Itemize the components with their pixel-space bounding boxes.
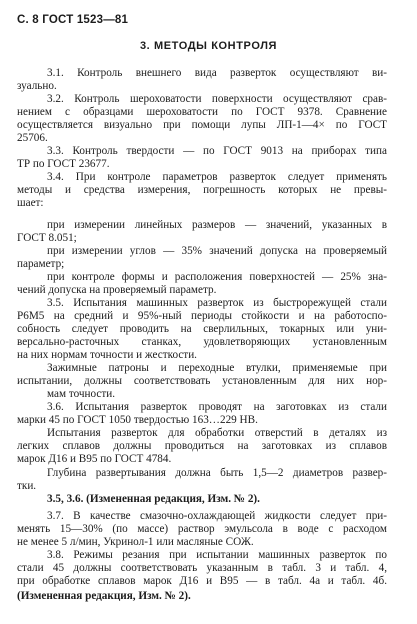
text-line: 3.3. Контроль твердости — по ГОСТ 9013 на приборах типа (47, 145, 387, 157)
text-line: Зажимные патроны и переходные втулки, применяемые при (47, 362, 387, 374)
text-line: Глубина развертывания должна быть 1,5—2 диаметров развер- (47, 467, 387, 479)
text-line: шает: (17, 197, 44, 209)
text-line: Р6М5 на средний и 95%-ный периоды стойкости и на работоспо- (17, 310, 387, 322)
text-line: 25706. (17, 132, 48, 144)
text-line: параметр; (17, 258, 65, 270)
text-line: методы и средства измерения, погрешность которых не превы- (17, 184, 387, 196)
running-head: С. 8 ГОСТ 1523—81 (17, 14, 129, 26)
text-line: при обработке сплавов марок Д16 и В95 — в табл. 4а и табл. 4б. (17, 575, 387, 587)
text-line: чений допуска на проверяемый параметр. (17, 284, 217, 296)
text-line: 3.6. Испытания разверток проводят на заготовках из стали (47, 401, 387, 413)
section-title: 3. МЕТОДЫ КОНТРОЛЯ (139, 40, 278, 52)
text-line: на них нормам точности и жесткости. (17, 349, 197, 361)
text-line: при измерении линейных размеров — значений, указанных в (47, 219, 387, 231)
text-line: 3.4. При контроле параметров разверток следует применять (47, 171, 387, 183)
text-line: 3.5. Испытания машинных разверток из быстрорежущей стали (47, 297, 387, 309)
text-line: 3.1. Контроль внешнего вида разверток осуществляют ви- (47, 67, 387, 79)
text-line: 3.8. Режимы резания при испытании машинных разверток по (47, 549, 387, 561)
text-line: осуществляется визуально при помощи лупы ЛП-1—4× по ГОСТ (17, 119, 387, 131)
text-line: мам точности. (47, 388, 116, 400)
text-line: при контроле формы и расположения поверхностей — 25% зна- (47, 271, 387, 283)
text-line: при измерении углов — 35% значений допуска на проверяемый (47, 245, 387, 257)
text-line: собность следует проводить на сверлильных, токарных или уни- (17, 323, 387, 335)
text-line: ТР по ГОСТ 23677. (17, 158, 110, 170)
text-line: стали 45 должны соответствовать указанным в табл. 3 и табл. 4, (17, 562, 387, 574)
text-line: 3.5, 3.6. (Измененная редакция, Изм. № 2). (47, 493, 260, 505)
text-line: 3.7. В качестве смазочно-охлаждающей жидкости следует при- (47, 510, 387, 522)
text-line: зуально. (17, 80, 57, 92)
text-line: испытании, должны соответствовать установленным для них нор- (17, 375, 387, 387)
text-line: не менее 5 л/мин, Укринол-1 или масляные СОЖ. (17, 536, 254, 548)
text-line: марок Д16 и В95 по ГОСТ 4784. (17, 453, 172, 465)
text-line: ГОСТ 8.051; (17, 232, 77, 244)
text-line: версально-расточных станках, удовлетворяющих установленным (17, 336, 387, 348)
text-line: тки. (17, 480, 37, 492)
text-line: марки 45 по ГОСТ 1050 твердостью 163…229 НВ. (17, 414, 258, 426)
text-line: менять 15—30% (по массе) раствор эмульсола в воде с расходом (17, 523, 387, 535)
text-line: Испытания разверток для обработки отверстий в деталях из (47, 427, 387, 439)
text-line: легких сплавов должны проводиться на заготовках из сплавов (17, 440, 387, 452)
text-line: (Измененная редакция, Изм. № 2). (17, 590, 191, 602)
text-line: 3.2. Контроль шероховатости поверхности осуществляют срав- (47, 93, 387, 105)
text-line: нением с образцами шероховатости по ГОСТ 9378. Сравнение (17, 106, 387, 118)
